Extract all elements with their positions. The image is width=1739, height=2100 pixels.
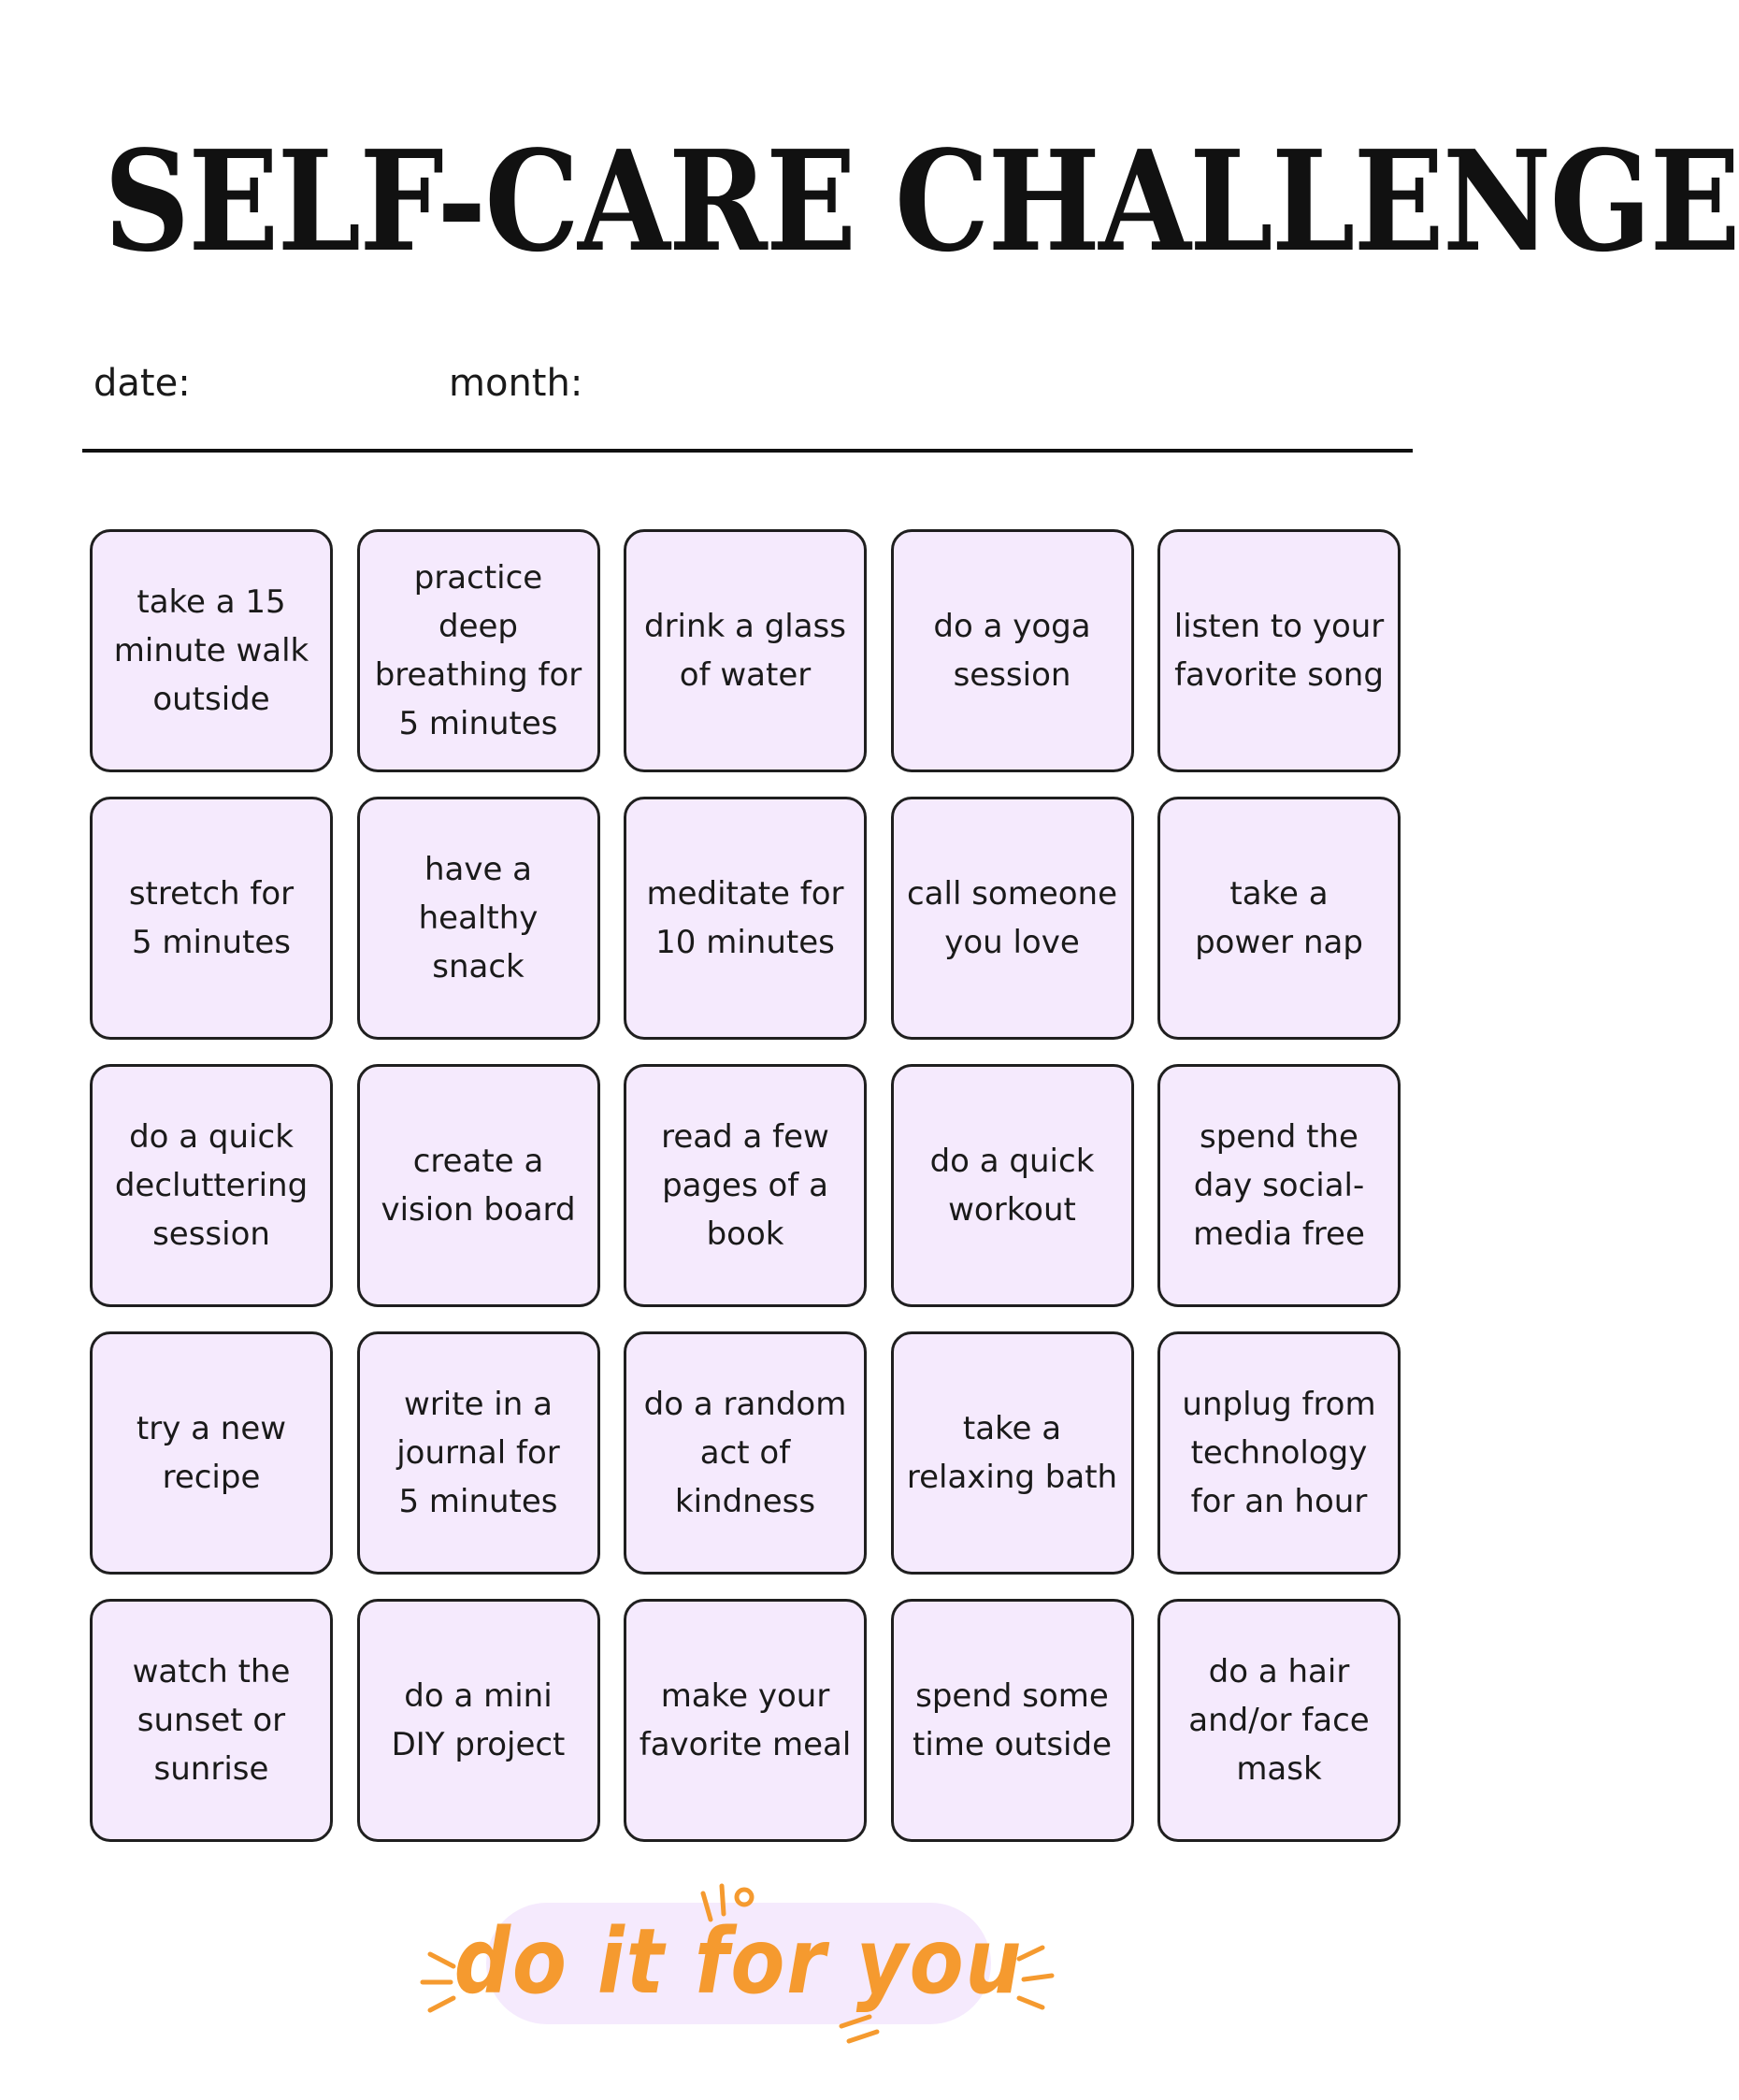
challenge-tile[interactable]	[891, 797, 1134, 1040]
footer-slogan	[402, 1865, 1075, 2052]
challenge-tile[interactable]	[357, 1599, 600, 1842]
challenge-text: meditate for 10 minutes	[646, 875, 844, 961]
page-title: SELF-CARE CHALLENGE	[104, 120, 1739, 282]
date-label: date:	[93, 362, 191, 405]
header-divider	[82, 449, 1413, 453]
challenge-tile[interactable]	[90, 1064, 333, 1307]
month-label: month:	[449, 362, 583, 405]
challenge-text: unplug from technology for an hour	[1182, 1386, 1376, 1520]
challenge-tile[interactable]	[624, 529, 867, 772]
challenge-text: do a mini DIY project	[391, 1677, 566, 1763]
challenge-tile[interactable]	[891, 1599, 1134, 1842]
challenge-text: spend some time outside	[913, 1677, 1112, 1763]
challenge-text: practice deep breathing for 5 minutes	[374, 559, 582, 742]
challenge-tile[interactable]	[357, 529, 600, 772]
challenge-tile[interactable]	[624, 1331, 867, 1575]
challenge-text: have a healthy snack	[418, 851, 539, 985]
slogan-text: do it for you	[453, 1909, 1024, 2014]
challenge-text: try a new recipe	[136, 1410, 287, 1496]
challenge-text: take a relaxing bath	[906, 1410, 1118, 1496]
challenge-text: make your favorite meal	[639, 1677, 852, 1763]
challenge-tile[interactable]	[1157, 1331, 1401, 1575]
challenge-text: do a random act of kindness	[643, 1386, 847, 1520]
challenge-text: do a hair and/or face mask	[1188, 1653, 1370, 1788]
challenge-text: drink a glass of water	[644, 608, 846, 694]
challenge-tile[interactable]	[1157, 1599, 1401, 1842]
challenge-text: stretch for 5 minutes	[128, 875, 295, 961]
challenge-text: read a few pages of a book	[661, 1118, 829, 1253]
challenge-tile[interactable]	[891, 529, 1134, 772]
challenge-text: do a quick workout	[929, 1143, 1095, 1229]
challenge-tile[interactable]	[1157, 797, 1401, 1040]
challenge-tile[interactable]	[1157, 1064, 1401, 1307]
challenge-tile[interactable]	[891, 1331, 1134, 1575]
challenge-tile[interactable]	[624, 1064, 867, 1307]
challenge-text: call someone you love	[906, 875, 1118, 961]
challenge-text: take a power nap	[1195, 875, 1363, 961]
challenge-tile[interactable]	[1157, 529, 1401, 772]
challenge-text: write in a journal for 5 minutes	[396, 1386, 560, 1520]
challenge-tile[interactable]	[624, 797, 867, 1040]
challenge-text: spend the day social- media free	[1193, 1118, 1365, 1253]
challenge-text: listen to your favorite song	[1173, 608, 1385, 694]
challenge-tile[interactable]	[357, 797, 600, 1040]
challenge-text: create a vision board	[381, 1143, 576, 1229]
challenge-tile[interactable]	[90, 1599, 333, 1842]
challenge-text: watch the sunset or sunrise	[132, 1653, 291, 1788]
challenge-text: do a yoga session	[933, 608, 1091, 694]
challenge-tile[interactable]	[891, 1064, 1134, 1307]
challenge-tile[interactable]	[357, 1064, 600, 1307]
challenge-grid	[90, 529, 1401, 1842]
challenge-tile[interactable]	[90, 797, 333, 1040]
challenge-tile[interactable]	[90, 529, 333, 772]
challenge-text: take a 15 minute walk outside	[113, 583, 309, 718]
challenge-text: do a quick decluttering session	[114, 1118, 309, 1253]
challenge-tile[interactable]	[357, 1331, 600, 1575]
challenge-tile[interactable]	[624, 1599, 867, 1842]
challenge-tile[interactable]	[90, 1331, 333, 1575]
